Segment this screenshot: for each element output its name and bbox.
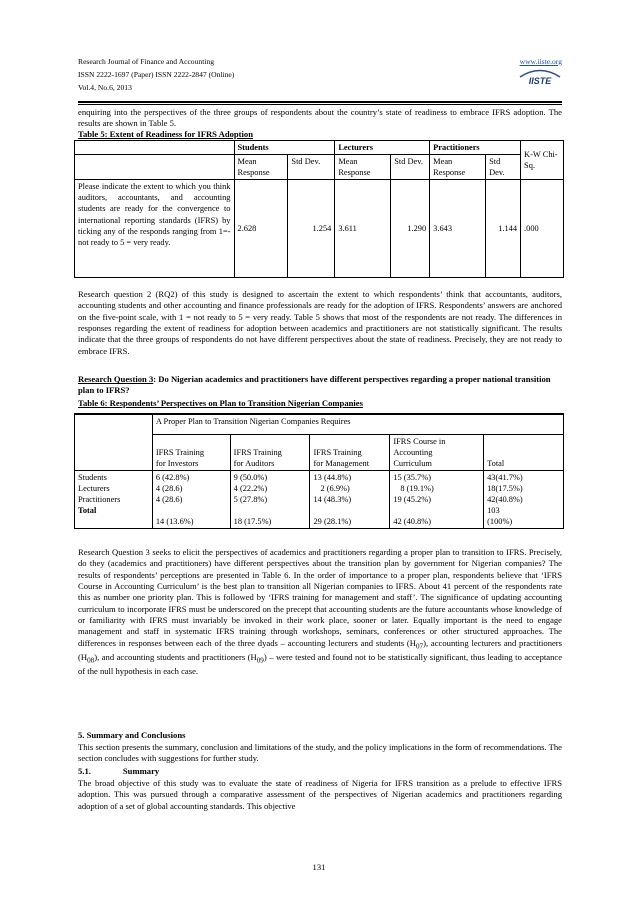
table5-sub-std: Std Dev.	[391, 155, 430, 180]
table6-col-management: IFRS Training for Management	[310, 434, 390, 470]
table5-cell: 3.611	[335, 180, 391, 278]
page-number: 131	[312, 862, 326, 872]
table5-group-lecturers: Lecturers	[335, 141, 430, 155]
journal-volume: Vol.4, No.6, 2013	[78, 83, 132, 92]
page-header	[78, 52, 562, 98]
table5	[74, 140, 564, 278]
table5-sub-mean: Mean Response	[335, 155, 391, 180]
row-label-total: Total	[78, 506, 97, 516]
table5-row-label: Please indicate the extent to which you think auditors, accountants, and accounting students are ready for the convergence to international reporting standards (IFRS) by ticking any of the responds ranging from 1=- not ready to 5 = very ready.	[75, 180, 235, 278]
table6-col-total: Total	[484, 434, 564, 470]
table6-cells-auditors: 9 (50.0%) 4 (22.2%) 5 (27.8%) 18 (17.5%)	[230, 470, 310, 528]
table5-sub-std: Std Dev.	[288, 155, 335, 180]
rq3-heading: Research Question 3: Do Nigerian academics and practitioners have different perspectives regarding a proper national transition plan to IFRS?	[78, 374, 551, 396]
table6-group-header: A Proper Plan to Transition Nigerian Companies Requires	[152, 414, 563, 434]
table6-cells-curriculum: 15 (35.7%) 8 (19.1%) 19 (45.2%) 42 (40.8%)	[390, 470, 484, 528]
table6-caption: Table 6: Respondents’ Perspectives on Plan to Transition Nigerian Companies	[78, 398, 363, 408]
table5-cell: 1.144	[486, 180, 521, 278]
header-rule-thin	[78, 104, 562, 105]
section5-paragraph: This section presents the summary, conclusion and limitations of the study, and the policy implications in the form of recommendations. The section concludes with suggestions for further study.	[78, 742, 562, 764]
table5-group-students: Students	[234, 141, 335, 155]
section51-paragraph: The broad objective of this study was to evaluate the state of readiness of Nigeria for IFRS transition as a prelude to effective IFRS adoption. This was pursued through a comparative assessment of the perspectives of Nigerian academics and practitioners regarding adoption of a set of global accounting standards. This objective	[78, 778, 562, 811]
table6	[74, 413, 564, 529]
header-rule	[78, 101, 562, 103]
table5-cell: 1.290	[391, 180, 430, 278]
table6-row-labels	[75, 470, 153, 528]
intro-paragraph: enquiring into the perspectives of the three groups of respondents about the country’s state of readiness to embrace IFRS adoption. The results are shown in Table 5.	[78, 107, 562, 129]
table6-col-investors: IFRS Training for Investors	[152, 434, 230, 470]
section51-heading: 5.1. Summary	[78, 766, 160, 776]
table5-caption: Table 5: Extent of Readiness for IFRS Adoption	[78, 129, 254, 139]
row-label-practitioners: Practitioners	[78, 494, 121, 504]
journal-url-link[interactable]: www.iiste.org	[519, 57, 562, 66]
table6-cells-investors: 6 (42.8%) 4 (28.6) 4 (28.6) 14 (13.6%)	[152, 470, 230, 528]
table5-group-practitioners: Practitioners	[430, 141, 521, 155]
iiste-logo-icon	[518, 68, 562, 86]
table6-cells-total: 43(41.7%) 18(17.5%) 42(40.8%) 103 (100%)	[484, 470, 564, 528]
table6-col-curriculum: IFRS Course in Accounting Curriculum	[390, 434, 484, 470]
table6-cells-management: 13 (44.8%) 2 (6.9%) 14 (48.3%) 29 (28.1%)	[310, 470, 390, 528]
row-label-lecturers: Lecturers	[78, 483, 110, 493]
section5-heading: 5. Summary and Conclusions	[78, 730, 186, 740]
rq3-paragraph: Research Question 3 seeks to elicit the perspectives of academics and practitioners regarding a proper plan to transition to IFRS. Precisely, do they (academics and practitioners) have different perspectives about the transition plan by government for Nigerian companies? The results of respondents’ perceptions are presented in Table 6. In the order of importance to a proper plan, respondents believe that ‘IFRS Course in Accounting Curriculum’ is the best plan to transition all Nigerian companies to IFRS. About 41 percent of the respondents rate this as number one priority plan. This is followed by ‘IFRS training for management and staff’. The significance of updating accounting curriculum to incorporate IFRS must be underscored on the precept that accounting students are the future accountants whose knowledge of or familiarity with IFRS must invariably be invoked in their work place, sooner or later. Equally important is the need to engage management and staff in systematic IFRS training through workshops, seminars, conferences or other structured approaches. The differences in responses between each of the three dyads – accounting lecturers and students $(H_{07})$, accounting lecturers and practitioners $(H_{08})$, and accounting students and practitioners $(H_{09})$ – were tested and found not to be statistically significant, thus leading to acceptance of the null hypothesis in each case.	[78, 547, 563, 677]
logo-text: IISTE	[528, 76, 552, 86]
table6-col-auditors: IFRS Training for Auditors	[230, 434, 310, 470]
journal-issn: ISSN 2222-1697 (Paper) ISSN 2222-2847 (Online)	[78, 70, 235, 79]
table5-kw-header: K-W Chi-Sq.	[521, 141, 564, 180]
rq2-paragraph: Research question 2 (RQ2) of this study is designed to ascertain the extent to which respondents’ think that accountants, auditors, accounting students and other accounting and finance professionals are ready for the adoption of IFRS. Respondents’ answers are anchored on the five-point scale, with 1 = not ready to 5 = very ready. Table 5 shows that most of the respondents are not ready. The differences in responses regarding the extent of readiness for adoption between academics and practitioners are not statistically significant. The results indicate that the three groups of respondents do not have different perspectives about the state of readiness. Precisely, they are not ready to embrace IFRS.	[78, 289, 562, 356]
table5-kw-value: .000	[521, 180, 564, 278]
table5-cell: 3.643	[430, 180, 486, 278]
row-label-students: Students	[78, 472, 107, 482]
table5-sub-mean: Mean Response	[430, 155, 486, 180]
table5-cell: 1.254	[288, 180, 335, 278]
journal-name: Research Journal of Finance and Accounting	[78, 57, 215, 66]
table5-cell: 2.628	[234, 180, 288, 278]
table5-sub-mean: Mean Response	[234, 155, 288, 180]
table5-sub-std: Std Dev.	[486, 155, 521, 180]
